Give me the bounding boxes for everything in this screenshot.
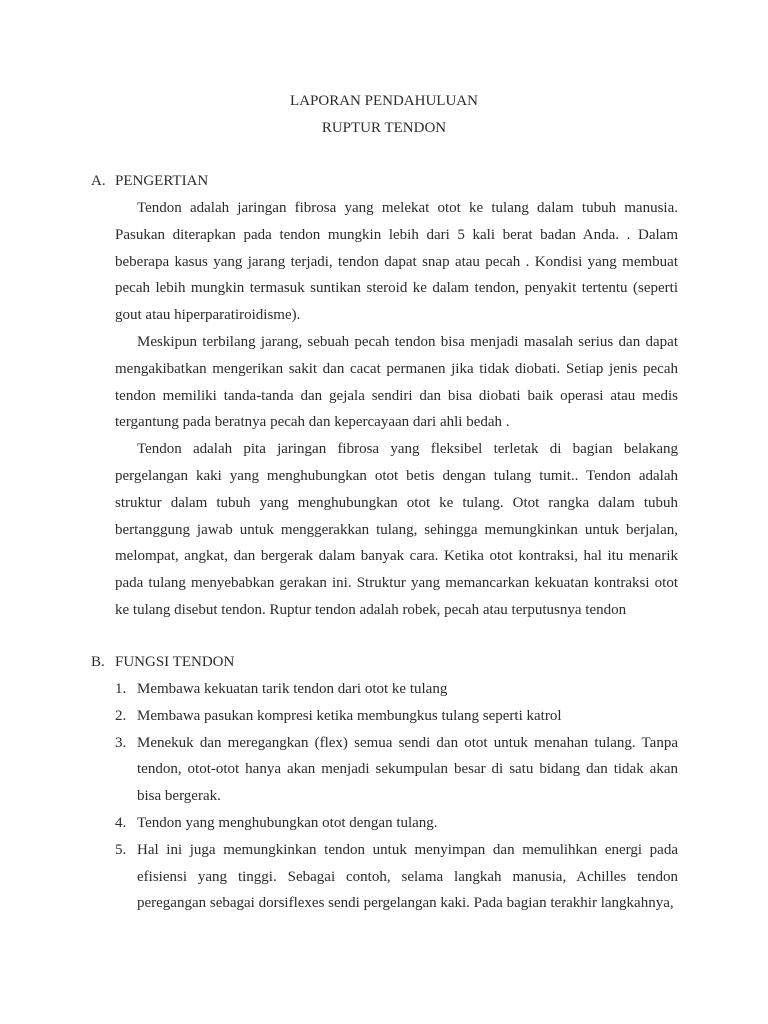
list-item (91, 730, 678, 810)
paragraph: Tendon adalah jaringan fibrosa yang melekat otot ke tulang dalam tubuh manusia. Pasukan diterapkan pada tendon mungkin lebih dari 5 kali berat badan Anda. . Dalam beberapa kasus yang jarang terjadi, tendon dapat snap atau pecah . Kondisi yang membuat pecah lebih mungkin termasuk suntikan steroid ke dalam tendon, penyakit tertentu (seperti gout atau hiperparatiroidisme). (115, 200, 678, 324)
section-letter: A. (91, 173, 106, 189)
document-subtitle: RUPTUR TENDON (321, 120, 447, 136)
title-block (0, 88, 768, 142)
list-text: Membawa pasukan kompresi ketika membungkus tulang seperti katrol (137, 707, 562, 724)
section-title: FUNGSI TENDON (115, 654, 235, 670)
section-pengertian (91, 168, 678, 624)
list-number: 1. (115, 681, 127, 697)
list-item (91, 810, 678, 837)
list-number: 2. (115, 707, 127, 724)
list-number: 3. (115, 734, 127, 751)
paragraph: Tendon adalah pita jaringan fibrosa yang fleksibel terletak di bagian belakang pergelangan kaki yang menghubungkan otot betis dengan tulang tumit.. Tendon adalah struktur dalam tubuh yang menghubungkan otot ke tulang. Otot rangka dalam tubuh bertanggung jawab untuk menggerakkan tulang, sehingga memungkinkan untuk berjalan, melompat, angkat, dan bergerak dalam banyak cara. Ketika otot kontraksi, hal itu menarik pada tulang menyebabkan gerakan ini. Struktur yang memancarkan kekuatan kontraksi otot ke tulang disebut tendon. Ruptur tendon adalah robek, pecah atau terputusnya tendon (115, 441, 678, 618)
section-fungsi-tendon (91, 649, 678, 917)
section-letter: B. (91, 654, 105, 670)
list-text: Hal ini juga memungkinkan tendon untuk menyimpan dan memulihkan energi pada efisiensi yang tinggi. Sebagai contoh, selama langkah manusia, Achilles tendon peregangan sebagai dorsiflexes sendi pergelangan kaki. Pada bagian terakhir langkahnya, (137, 841, 678, 912)
list-text: Tendon yang menghubungkan otot dengan tulang. (137, 814, 438, 831)
list-text: Membawa kekuatan tarik tendon dari otot ke tulang (137, 681, 448, 697)
numbered-list (91, 676, 678, 917)
list-number: 4. (115, 814, 127, 831)
list-item (91, 676, 678, 703)
list-text: Menekuk dan meregangkan (flex) semua sendi dan otot untuk menahan tulang. Tanpa tendon, otot-otot hanya akan menjadi sekumpulan besar di satu bidang dan tidak akan bisa bergerak. (137, 734, 678, 805)
section-heading (91, 168, 678, 195)
paragraph: Meskipun terbilang jarang, sebuah pecah tendon bisa menjadi masalah serius dan dapat mengakibatkan mengerikan sakit dan cacat permanen jika tidak diobati. Setiap jenis pecah tendon memiliki tanda-tanda dan gejala sendiri dan bisa diobati baik operasi atau medis tergantung pada beratnya pecah dan kepercayaan dari ahli bedah . (115, 333, 678, 431)
list-item (91, 837, 678, 917)
section-heading (91, 649, 678, 676)
section-title: PENGERTIAN (115, 173, 209, 189)
list-number: 5. (115, 841, 127, 858)
list-item (91, 703, 678, 730)
document-title: LAPORAN PENDAHULUAN (290, 93, 478, 109)
